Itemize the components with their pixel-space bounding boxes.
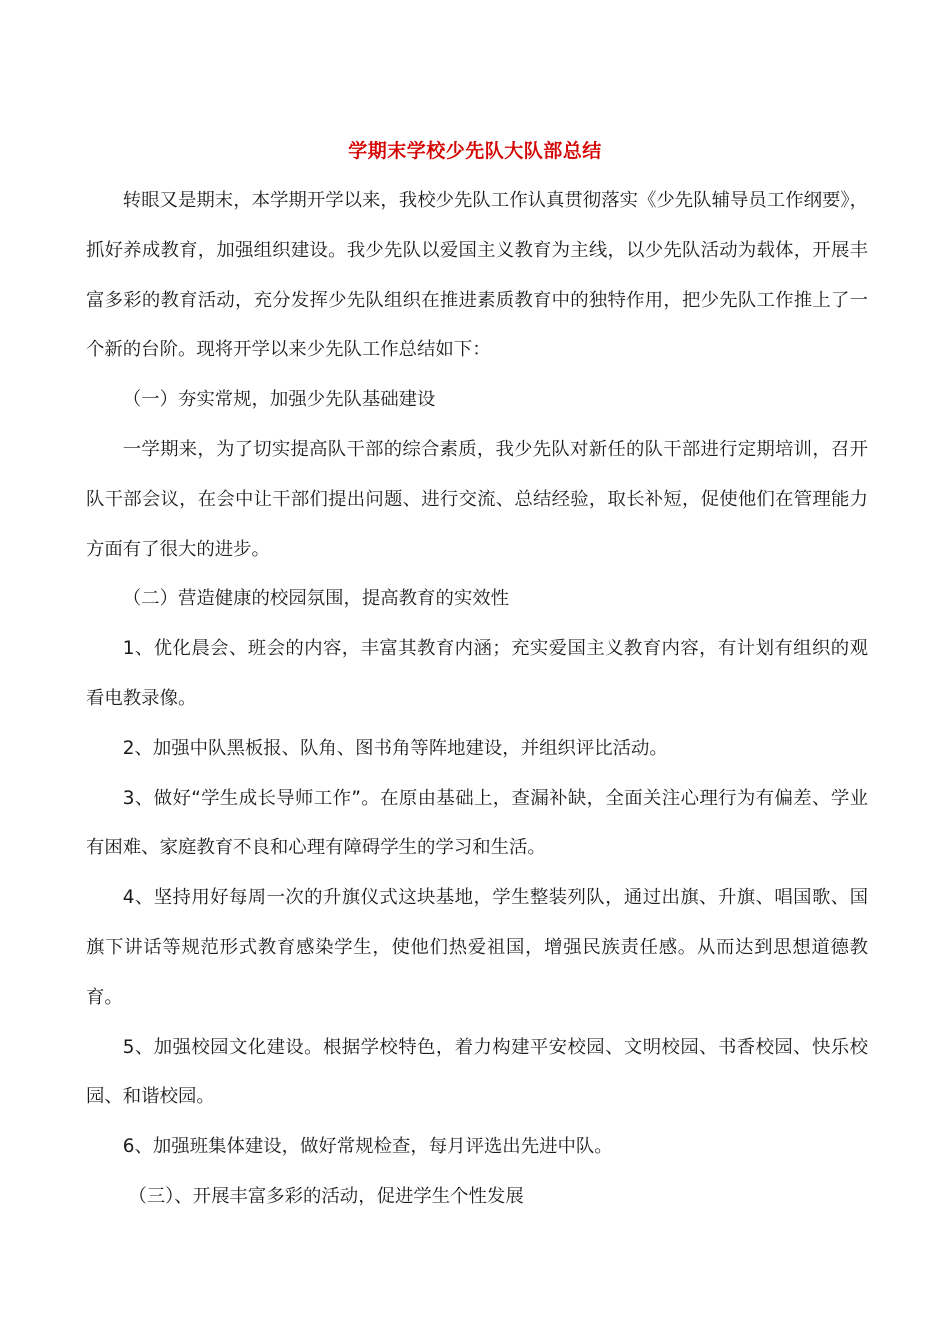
section-heading-2: （二）营造健康的校园氛围，提高教育的实效性 [122,588,510,610]
section-heading-1: （一）夯实常规，加强少先队基础建设 [122,389,436,411]
list-item-5: 5、加强校园文化建设。根据学校特色，着力构建平安校园、文明校园、书香校园、快乐校园、和谐校园。 [86,1036,868,1108]
document-title: 学期末学校少先队大队部总结 [348,140,602,162]
section-1-paragraph: 一学期来，为了切实提高队干部的综合素质，我少先队对新任的队干部进行定期培训，召开队干部会议，在会中让干部们提出问题、进行交流、总结经验，取长补短，促使他们在管理能力方面有了很大的进步。 [86,438,868,560]
list-item-2: 2、加强中队黑板报、队角、图书角等阵地建设，并组织评比活动。 [122,737,668,759]
list-item-4: 4、坚持用好每周一次的升旗仪式这块基地，学生整装列队，通过出旗、升旗、唱国歌、国旗下讲话等规范形式教育感染学生，使他们热爱祖国，增强民族责任感。从而达到思想道德教育。 [86,887,868,1008]
section-heading-3: （三）、开展丰富多彩的活动，促进学生个性发展 [128,1185,524,1207]
list-item-1: 1、优化晨会、班会的内容，丰富其教育内涵；充实爱国主义教育内容，有计划有组织的观看电教录像。 [86,638,868,709]
list-item-6: 6、加强班集体建设，做好常规检查，每月评选出先进中队。 [122,1136,613,1158]
document-body [86,176,868,1222]
intro-paragraph: 转眼又是期末，本学期开学以来，我校少先队工作认真贯彻落实《少先队辅导员工作纲要》，抓好养成教育，加强组织建设。我少先队以爱国主义教育为主线，以少先队活动为载体，开展丰富多彩的教育活动，充分发挥少先队组织在推进素质教育中的独特作用，把少先队工作推上了一个新的台阶。现将开学以来少先队工作总结如下： [86,190,868,361]
list-item-3: 3、做好“学生成长导师工作”。在原由基础上，查漏补缺，全面关注心理行为有偏差、学业有困难、家庭教育不良和心理有障碍学生的学习和生活。 [86,787,868,859]
